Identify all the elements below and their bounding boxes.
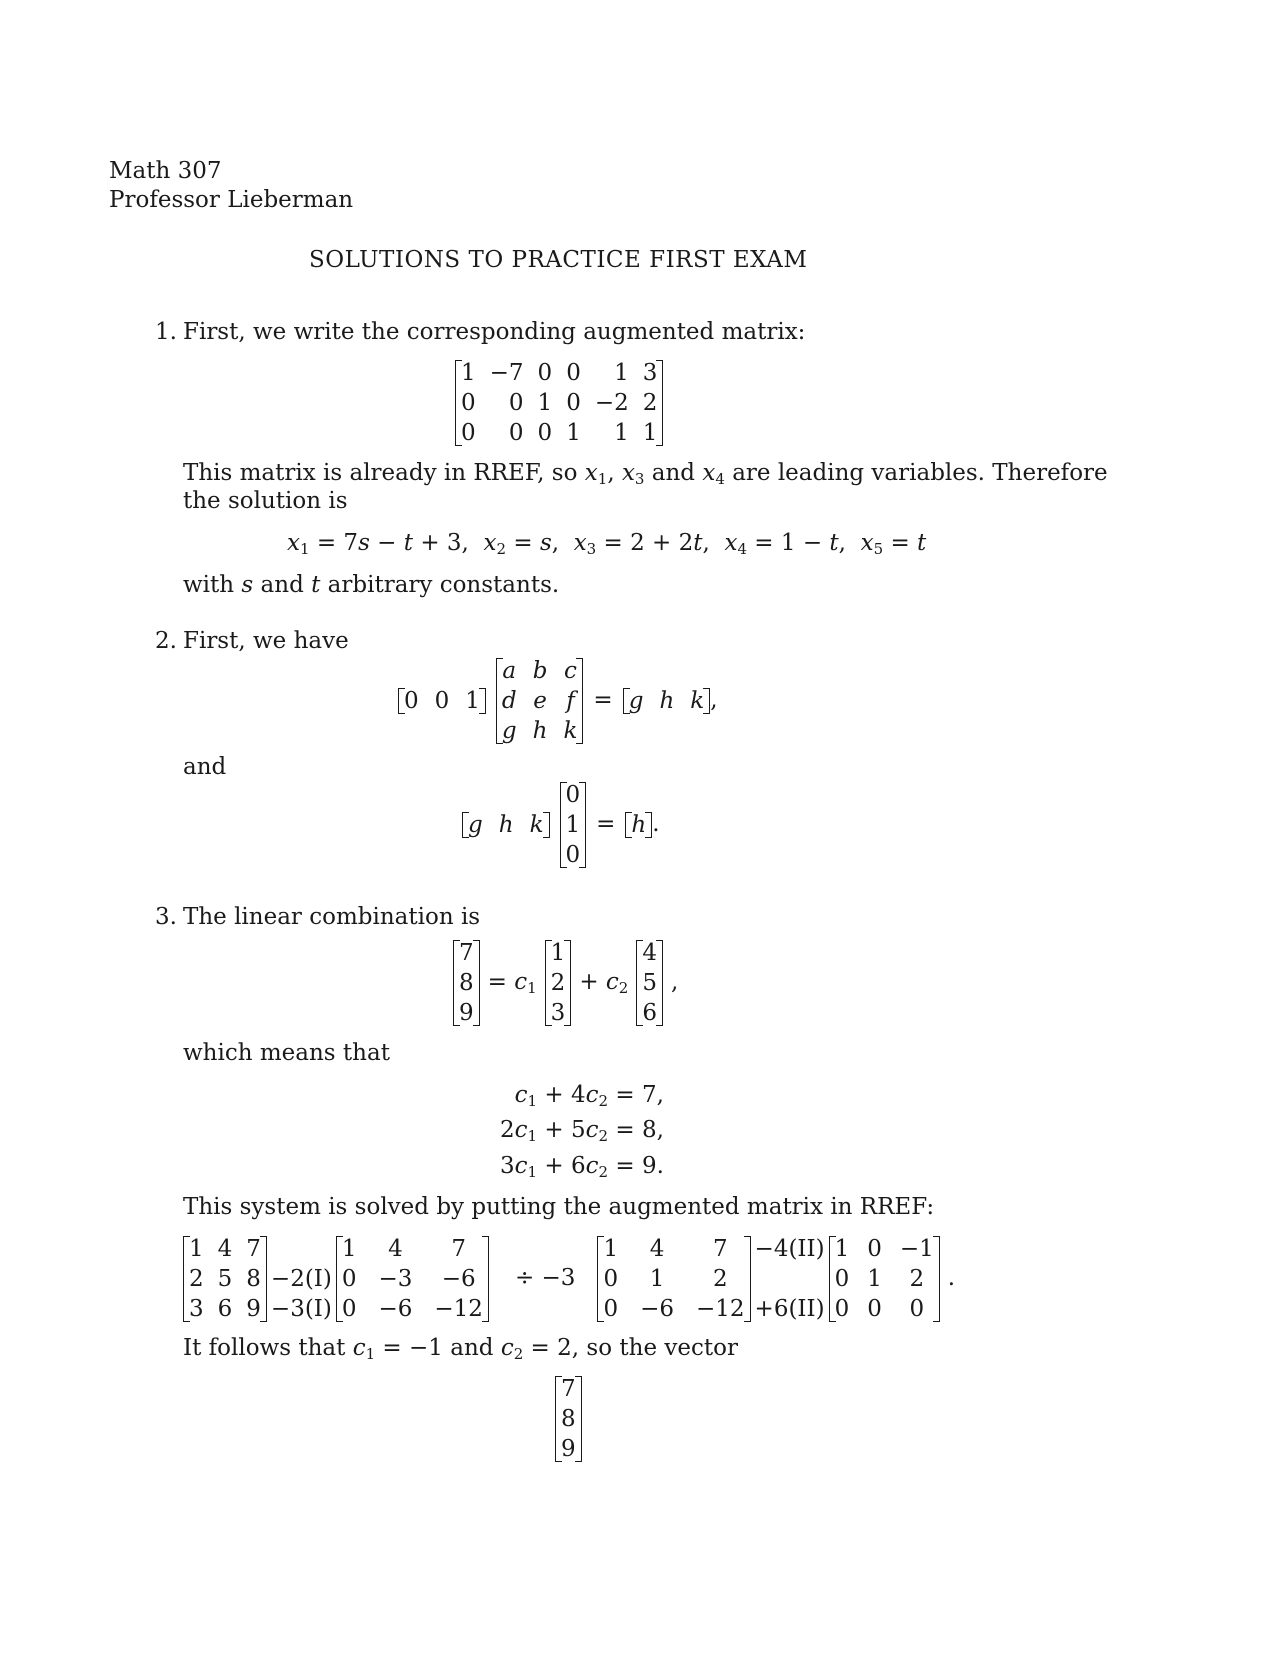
problem-3-equation-system: $c_1 + 4c_2$ = 7, $2c_1 + 5c_2$ = 8, $3c_1 + 6c_2$ = 9.	[500, 1082, 664, 1181]
problem-3-means: which means that	[183, 1040, 390, 1066]
page-title: SOLUTIONS TO PRACTICE FIRST EXAM	[309, 247, 808, 273]
problem-3-row-reduction: 1 4 7 2 5 8 3 6 9 −2(I) −3(I) 1 4 7 0 −3 −6 0 −6 −12 ÷ −3 1 4 7 0 1 2 0 −6 −12 −4(II) +6(II) 1 0 −1 0 1 2 0 0 0 .	[183, 1235, 955, 1323]
problem-1-rref-text: This matrix is already in RREF, so $x_1$, $x_3$ and $x_4$ are leading variables. Therefore	[183, 460, 1108, 488]
problem-2-product-2: g h k 0 1 0 = h .	[462, 781, 660, 869]
problem-2-and: and	[183, 754, 227, 780]
professor-name: Professor Lieberman	[109, 187, 354, 213]
problem-1-number: 1.	[155, 319, 177, 345]
problem-3-number: 3.	[155, 904, 177, 930]
problem-1-intro: First, we write the corresponding augmented matrix:	[183, 319, 806, 345]
problem-2-number: 2.	[155, 628, 177, 654]
problem-2-intro: First, we have	[183, 628, 349, 654]
problem-1-solution: $x_1 = 7s - t + 3$, $x_2 = s$, $x_3 = 2 + 2t$, $x_4 = 1 - t$, $x_5 = t$	[287, 530, 927, 558]
problem-3-final-vector: 7 8 9	[555, 1375, 582, 1463]
problem-3-conclusion: It follows that $c_1 = -1$ and $c_2 = 2$, so the vector	[183, 1335, 738, 1363]
problem-1-matrix: 1 −7 0 0 1 3 0 0 1 0 −2 2 0 0 0 1 1 1	[455, 359, 663, 447]
problem-1-rref-text-cont: the solution is	[183, 488, 348, 514]
problem-3-linear-combination: 7 8 9 = $c_1$ 1 2 3 + $c_2$ 4 5 6 ,	[453, 939, 678, 1027]
problem-1-closing: with s and t arbitrary constants.	[183, 572, 560, 598]
course-name: Math 307	[109, 158, 222, 184]
problem-2-product-1: 0 0 1 a b c d e f g h k = g h k ,	[398, 657, 718, 745]
problem-3-solve-text: This system is solved by putting the augmented matrix in RREF:	[183, 1194, 935, 1220]
problem-3-intro: The linear combination is	[183, 904, 481, 930]
